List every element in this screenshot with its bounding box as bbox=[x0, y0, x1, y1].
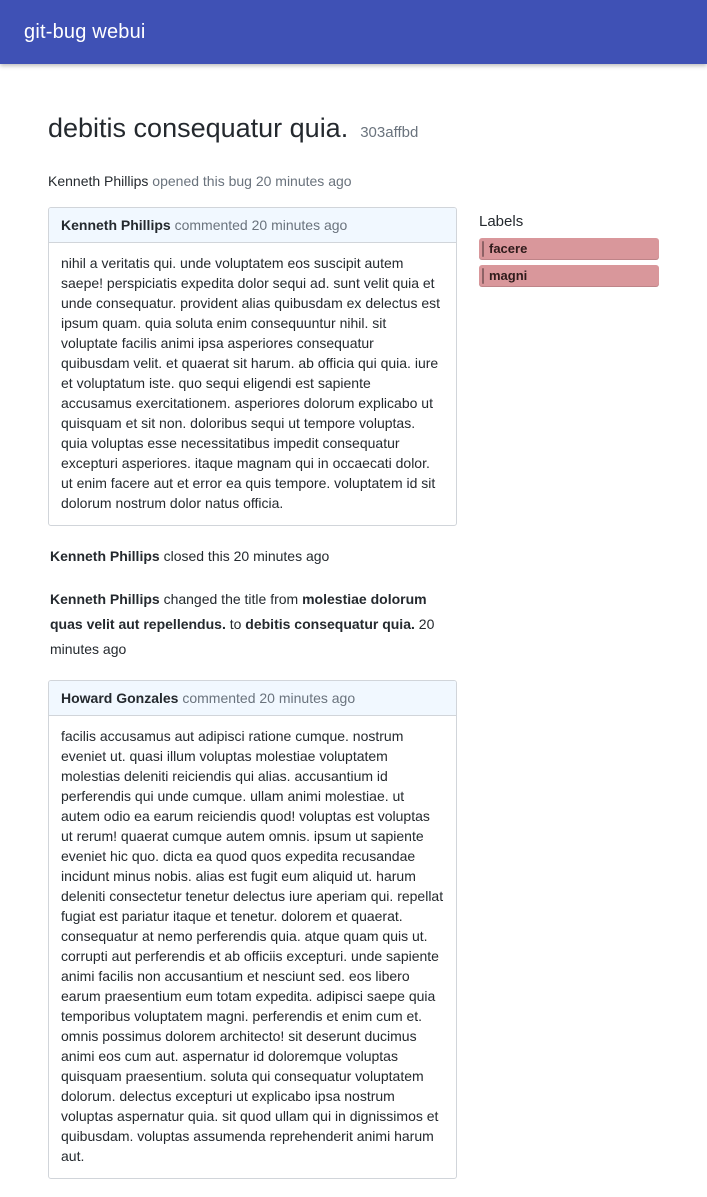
bug-author: Kenneth Phillips bbox=[48, 172, 149, 189]
bug-opened-text: opened this bug 20 minutes ago bbox=[152, 172, 352, 189]
event-text: closed this 20 minutes ago bbox=[163, 547, 330, 564]
event-author: Kenneth Phillips bbox=[50, 590, 160, 607]
bug-header bbox=[48, 94, 659, 189]
label-chip[interactable]: magni bbox=[479, 265, 659, 287]
comment-header bbox=[49, 681, 456, 716]
timeline bbox=[48, 207, 457, 1197]
comment-text: facilis accusamus aut adipisci ratione cumque. nostrum eveniet ut. quasi illum voluptas molestiae voluptatem molestias deleniti reiciendis qui alias. accusantium id perferendis qui unde cumque. ullam animi molestiae. ut autem odio ea earum reiciendis quod! voluptas est voluptas ut rerum! quaerat cumque autem omnis. ipsum ut sapiente eveniet hic quo. dicta ea quod quos expedita recusandae incidunt minus nobis. alias est fugit eum aliquid ut. harum deleniti consectetur tenetur delectus iure aperiam qui. repellat fugiat est pariatur itaque et tenetur. dolorem et quaerat. consequatur at nemo perferendis quia. atque quam quis ut. corrupti aut perferendis et ab officiis excepturi. unde sapiente animi facilis non accusantium et nesciunt sed. eos libero earum praesentium eum totam expedita. adipisci saepe quia temporibus voluptatem magni. perferendis et enim cum et. omnis possimus dolorem architecto! sit deserunt ducimus animi eos cum aut. aspernatur id doloremque voluptas quisquam praesentium. soluta qui consequatur voluptatem dolorum. delectus excepturi ut explicabo ipsa nostrum voluptas aspernatur quia. sit quod ullam qui in dignissimos et quibusdam. voluptas assumenda reprehenderit animi harum aut. bbox=[61, 727, 444, 1164]
labels-list bbox=[479, 238, 659, 287]
timeline-event-title-change bbox=[48, 587, 457, 662]
sidebar bbox=[479, 207, 659, 292]
event-author: Kenneth Phillips bbox=[50, 547, 160, 564]
bug-title-line bbox=[48, 94, 659, 163]
comment-card bbox=[48, 680, 457, 1179]
comment-header bbox=[49, 208, 456, 243]
comment-text: nihil a veritatis qui. unde voluptatem eos suscipit autem saepe! perspiciatis expedita dolor sequi ad. sunt velit quia et unde consequatur. provident alias quibusdam ex delectus est ipsum quam. quia soluta enim consequuntur nihil. sit voluptate facilis animi ipsa asperiores consequatur quibusdam velit. et quaerat sit harum. ab officia qui quia. iure et voluptatum iste. quo sequi eligendi est sapiente accusamus exercitationem. asperiores dolorum explicabo ut quisquam et sit non. doloribus sequi ut tempore voluptas. quia voluptas esse necessitatibus impedit consequatur excepturi asperiores. itaque magnam qui in occaecati dolor. ut enim facere aut et error ea quis tempore. voluptatem id sit dolorum nostrum dolor natus officia. bbox=[61, 254, 441, 511]
comment-body bbox=[49, 243, 456, 525]
timeline-event-status bbox=[48, 544, 457, 569]
app-title: git-bug webui bbox=[24, 20, 146, 43]
comment-meta: commented 20 minutes ago bbox=[174, 216, 348, 233]
bug-container bbox=[48, 94, 659, 1197]
page-content bbox=[0, 64, 707, 1197]
comment-author: Howard Gonzales bbox=[61, 689, 179, 706]
event-text-middle: to bbox=[229, 615, 242, 632]
content-columns bbox=[48, 207, 659, 1197]
comment-body bbox=[49, 716, 456, 1178]
page-title: debitis consequatur quia. bbox=[48, 113, 349, 144]
label-chip[interactable]: facere bbox=[479, 238, 659, 260]
comment-author: Kenneth Phillips bbox=[61, 216, 171, 233]
comment-card bbox=[48, 207, 457, 526]
event-timestamp: 20 minutes ago bbox=[50, 615, 435, 657]
comment-meta: commented 20 minutes ago bbox=[182, 689, 356, 706]
app-bar bbox=[0, 0, 707, 64]
bug-hash: 303affbd bbox=[360, 124, 419, 142]
bug-subtitle bbox=[48, 173, 659, 189]
event-text-before: changed the title from bbox=[163, 590, 299, 607]
labels-title: Labels bbox=[479, 212, 524, 230]
event-old-title: molestiae dolorum quas velit aut repellendus. bbox=[50, 590, 427, 632]
event-new-title: debitis consequatur quia. bbox=[245, 615, 415, 632]
